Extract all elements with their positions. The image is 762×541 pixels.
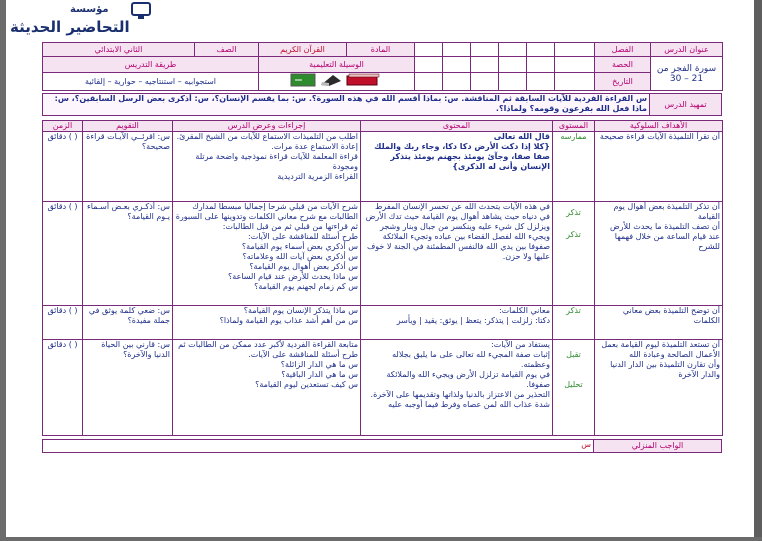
level-cell: تذكر [553, 306, 595, 340]
level-cell: ممارسه [553, 132, 595, 202]
col-level: المستوى [553, 121, 595, 132]
lesson-title-label: عنوان الدرس [651, 43, 723, 57]
objective-cell: أن تذكر التلميذة بعض أهوال يوم القيامة أن تصف التلميذة ما يحدث للأرض عند قيام الساعة من خلال فهمها للشرح [595, 202, 723, 306]
table-row [43, 306, 723, 340]
period-label: الحصة [595, 57, 651, 73]
objective-cell: أن تقرأ التلميذة الآيات قراءة صحيحة [595, 132, 723, 202]
intro-label: تمهيد الدرس [650, 94, 722, 116]
intro-text: س القراءة الفردية للآيات السابقة ثم المناقشة. س: بماذا أقسم الله في هذه السورة؟. س: بما يقسم الإنسان؟، س: أذكرى بعض الرسل السابقين؟، س: ماذا فعل الله بفرعون وقومه؟ ولماذا؟. [43, 94, 650, 116]
homework-value: س [43, 440, 594, 453]
level-cell: تقبل تحليل [553, 340, 595, 436]
evaluation-cell: س: أذكـري بعـض أسـماء يـوم القيامة؟ [83, 202, 173, 306]
col-objectives: الأهداف السلوكية [595, 121, 723, 132]
content-cell: في هذه الآيات يتحدث الله عن تحسر الإنسان المفرط في دنياه حيث يشاهد أهوال يوم القيامة حيث تدك الأرض ويزلزل كل شيء عليه وينكسر من جبال وبنار وشجر ويجيء الله لفصل القضاء بين عباده وتجيء الملائكة صفوفا بين يدي الله فالنفس المطمئنة في الجنة لا خوف عليها ولا حزن. [361, 202, 553, 306]
homework-table [42, 439, 722, 453]
evaluation-cell: س: قارني بين الحياة الدنيا والآخرة؟ [83, 340, 173, 436]
content-cell: معاني الكلمات: دكتا: زلزلت | يتذكر: يتعظ | يوثق: يقيد | ويأسر [361, 306, 553, 340]
method-label: طريقة التدريس [43, 57, 259, 73]
chalkboard-icon [290, 73, 316, 87]
col-procedures: إجراءات وعرض الدرس [173, 121, 361, 132]
content-cell: قال الله تعالى {كلا إذا دكت الأرض دكا دكا، وجاء ربك والملك صفا صفا، وجآئ يومئذ بجهنم يومئذ يتذكر الإنسان وأنى له الذكرى} [361, 132, 553, 202]
aid-label: الوسيلة التعليمية [259, 57, 415, 73]
window-frame-right [754, 0, 762, 541]
board-eraser-icon [319, 73, 343, 87]
teaching-aids [259, 73, 415, 91]
time-cell: ( ) دقائق [43, 306, 83, 340]
time-cell: ( ) دقائق [43, 202, 83, 306]
subject-value: القرآن الكريم [259, 43, 347, 57]
time-cell: ( ) دقائق [43, 132, 83, 202]
logo-main-text: التحاضير الحديثة [10, 18, 130, 36]
logo-top-text: مؤسسة [70, 4, 109, 15]
evaluation-cell: س: ضعي كلمة يوثق في جملة مفيدة؟ [83, 306, 173, 340]
table-row [43, 340, 723, 436]
objective-cell: أن تستعد التلميذة ليوم القيامة بعمل الأعمال الصالحة وعبادة الله وأن تقارن التلميذة بين الدار الدنيا والدار الآخرة [595, 340, 723, 436]
header-table [42, 42, 723, 91]
time-cell: ( ) دقائق [43, 340, 83, 436]
intro-table [42, 93, 722, 116]
procedures-cell: شرح الآيات من قبلي شرحا إجماليا مبسطا لمدارك الطالبات مع شرح معاني الكلمات وتدوينها على السبورة ثم قراءتها من قبلي ثم من قبل الطالبات: طرح أسئلة للمناقشة على الآيات: س أذكري بعض أسماء يوم القيامة؟ س أذكري بعض آيات الله وعلاماته؟ س أذكر بعض أهوال يوم القيامة؟ س ماذا يحدث للأرض عند قيام الساعة؟ س كم زمام لجهنم يوم القيامة؟ [173, 202, 361, 306]
subject-label: المادة [347, 43, 415, 57]
col-time: الزمن [43, 121, 83, 132]
content-cell: يستفاد من الآيات: إثبات صفة المجيء لله تعالى على ما يليق بجلاله وعظمته. في يوم القيامة تزلزل الأرض ويجيء الله والملائكة صفوفا. التحذير من الاعتزاز بالدنيا ولذاتها وتقديمها على الآخرة. شدة عذاب الله لمن عصاه وفرط فيما أوجبه عليه [361, 340, 553, 436]
level-cell: تذكر تذكر [553, 202, 595, 306]
monitor-logo-icon [130, 2, 152, 20]
evaluation-cell: س: اقرئــي الآيـات قراءة صحيحة؟ [83, 132, 173, 202]
logo [6, 0, 156, 42]
table-row [43, 202, 723, 306]
table-row [43, 132, 723, 202]
lesson-title-value: سورة الفجر من 21 – 30 [651, 57, 723, 91]
window-frame-bottom [0, 537, 762, 541]
col-evaluation: التقويم [83, 121, 173, 132]
book-icon [345, 73, 383, 87]
procedures-cell: س ماذا يتذكر الإنسان يوم القيامة؟ س من أهم أشد عذاب يوم القيامة ولماذا؟ [173, 306, 361, 340]
homework-label: الواجب المنزلي [594, 440, 722, 453]
class-label: الفصل [595, 43, 651, 57]
col-content: المحتوى [361, 121, 553, 132]
grade-label: الصف [195, 43, 259, 57]
lesson-table [42, 120, 723, 436]
date-label: التاريخ [595, 73, 651, 91]
procedures-cell: متابعة القراءة الفردية لأكبر عدد ممكن من الطالبات ثم طرح أسئلة للمناقشة على الآيات. س ما هي الدار الزائلة؟ س ما هي الدار الباقية؟ س كيف تستعدين ليوم القيامة؟ [173, 340, 361, 436]
method-value: استجوابيه – استنتاجيه – حوارية – إلقائية [43, 73, 259, 91]
procedures-cell: اطلب من التلميذات الاستماع للآيات من الشيخ المقرئ. إعادة الاستماع عدة مرات. قراءة المعلمة للآيات قراءة نموذجية واضحة مرتلة ومجودة القراءة الزمرية الترديدية [173, 132, 361, 202]
objective-cell: أن توضح التلميذة بعض معاني الكلمات [595, 306, 723, 340]
grade-value: الثاني الابتدائي [43, 43, 195, 57]
lesson-plan-sheet [42, 42, 722, 453]
document-page [6, 0, 754, 537]
